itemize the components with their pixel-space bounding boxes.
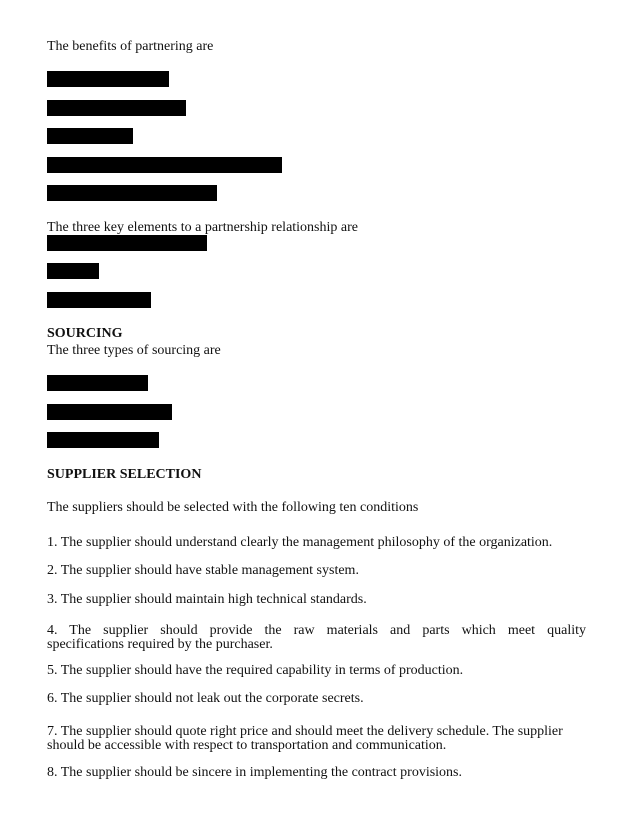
condition-item: 4. The supplier should provide the raw materials and parts which meet quality	[47, 623, 586, 638]
condition-item: 5. The supplier should have the required capability in terms of production.	[47, 663, 464, 678]
redaction-bar	[47, 432, 159, 448]
redaction-bar	[47, 292, 151, 308]
condition-item: 8. The supplier should be sincere in implementing the contract provisions.	[47, 765, 462, 780]
redaction-bar	[47, 263, 99, 279]
redaction-bar	[47, 157, 282, 173]
condition-item: 2. The supplier should have stable management system.	[47, 563, 359, 578]
redaction-bar	[47, 235, 207, 251]
supplier-selection-intro: The suppliers should be selected with the following ten conditions	[47, 500, 419, 515]
redaction-bar	[47, 100, 186, 116]
condition-item-continued: should be accessible with respect to transportation and communication.	[47, 738, 447, 753]
redaction-bar	[47, 375, 148, 391]
redaction-bar	[47, 71, 169, 87]
partnership-intro: The three key elements to a partnership relationship are	[47, 220, 358, 235]
partnering-intro: The benefits of partnering are	[47, 39, 214, 54]
condition-item: 3. The supplier should maintain high technical standards.	[47, 592, 367, 607]
sourcing-heading: SOURCING	[47, 326, 123, 341]
redaction-bar	[47, 185, 217, 201]
supplier-selection-heading: SUPPLIER SELECTION	[47, 467, 202, 482]
condition-item: 1. The supplier should understand clearly the management philosophy of the organization.	[47, 535, 553, 550]
condition-item: 7. The supplier should quote right price and should meet the delivery schedule. The supplier	[47, 724, 563, 739]
redaction-bar	[47, 128, 133, 144]
redaction-bar	[47, 404, 172, 420]
condition-item: 6. The supplier should not leak out the corporate secrets.	[47, 691, 364, 706]
condition-item-continued: specifications required by the purchaser.	[47, 637, 273, 652]
sourcing-intro: The three types of sourcing are	[47, 343, 221, 358]
